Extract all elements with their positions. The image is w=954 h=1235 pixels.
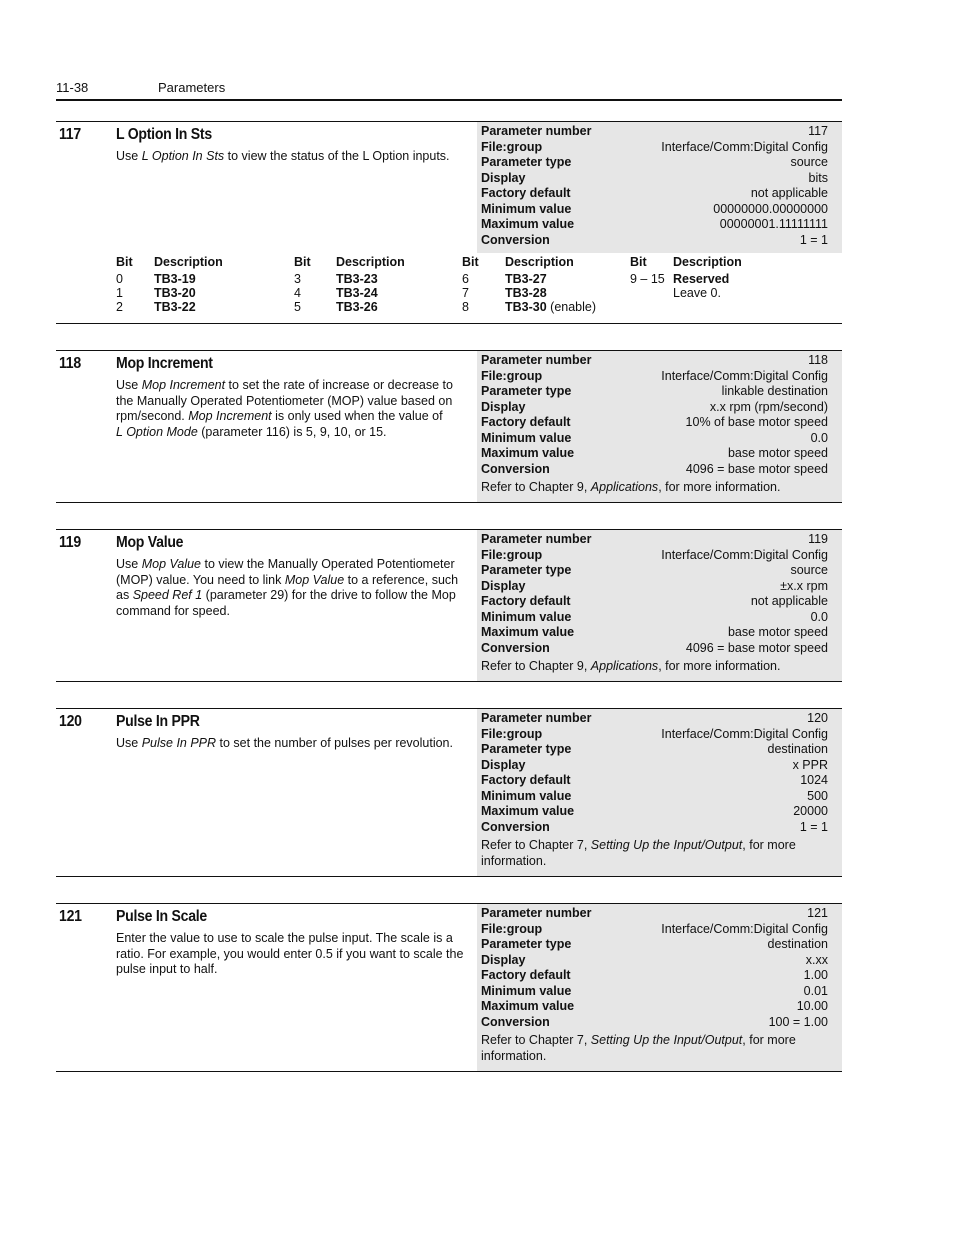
param-info-box: Parameter number 119 File:group Interface/Comm:Digital Config Parameter type source Display ±x.x rpm Factory default not applicable Minimum value 0.0 Maximum value base motor speed Conversion 4096 = base motor speed Refer to Chapter 9, Applications, for more information.: [477, 530, 842, 681]
param-description: Use Mop Value to view the Manually Operated Potentiometer (MOP) value. You need to link Mop Value to a reference, such as Speed Ref 1 (parameter 29) for the drive to follow the Mop command for speed.: [116, 557, 459, 618]
param-info-box: Parameter number 117 File:group Interface/Comm:Digital Config Parameter type source Display bits Factory default not applicable Minimum value 00000000.00000000 Maximum value 00000001.11111111 Conversion 1 = 1: [477, 122, 842, 253]
bit-row: 6 TB3-27: [462, 272, 547, 286]
bit-column: Bit Description 9 – 15 Reserved Leave 0.: [630, 255, 742, 301]
param-info-box: Parameter number 118 File:group Interface/Comm:Digital Config Parameter type linkable destination Display x.x rpm (rpm/second) Factory default 10% of base motor speed Minimum value 0.0 Maximum value base motor speed Conversion 4096 = base motor speed Refer to Chapter 9, Applications, for more information.: [477, 351, 842, 502]
param-name: Mop Value: [116, 534, 184, 551]
bit-row: 0 TB3-19: [116, 272, 196, 286]
param-name: Pulse In PPR: [116, 713, 200, 730]
param-name: L Option In Sts: [116, 126, 212, 143]
param-number: 119: [59, 534, 81, 551]
parameter-120: [56, 708, 842, 877]
param-name: Pulse In Scale: [116, 908, 208, 925]
bit-row: Leave 0.: [673, 286, 721, 301]
bit-column: Bit Description 0 TB3-19 1 TB3-20 2 TB3-22: [116, 255, 223, 315]
bit-row: 3 TB3-23: [294, 272, 378, 286]
bit-column: Bit Description 3 TB3-23 4 TB3-24 5 TB3-26: [294, 255, 405, 315]
param-description: Use Pulse In PPR to set the number of pulses per revolution.: [116, 736, 453, 750]
param-number: 120: [59, 713, 82, 730]
section-title: Parameters: [158, 80, 226, 95]
bit-column: Bit Description 6 TB3-27 7 TB3-28 8 TB3-30 (enable): [462, 255, 597, 315]
info-note: Refer to Chapter 9, Applications, for more information.: [481, 659, 781, 673]
param-info-box: Parameter number 121 File:group Interface/Comm:Digital Config Parameter type destination Display x.xx Factory default 1.00 Minimum value 0.01 Maximum value 10.00 Conversion 100 = 1.00 Refer to Chapter 7, Setting Up the Input/Output, for more information.: [477, 904, 842, 1071]
param-number: 117: [59, 126, 81, 143]
bit-row: 1 TB3-20: [116, 286, 196, 301]
bit-row: 5 TB3-26: [294, 300, 378, 315]
info-note: Refer to Chapter 9, Applications, for more information.: [481, 480, 781, 494]
bit-row: 8 TB3-30 (enable): [462, 300, 597, 315]
parameter-117: [56, 121, 842, 324]
bit-row: 2 TB3-22: [116, 300, 196, 315]
parameter-119: [56, 529, 842, 682]
param-number: 118: [59, 355, 81, 372]
param-number: 121: [59, 908, 82, 925]
info-note: Refer to Chapter 7, Setting Up the Input/Output, for more information.: [481, 1033, 796, 1063]
parameter-121: [56, 903, 842, 1072]
param-description: Use Mop Increment to set the rate of increase or decrease to the Manually Operated Potentiometer (MOP) value based on rpm/second. Mop Increment is only used when the value of L Option Mode (parameter 116) is 5, 9, 10, or 15.: [116, 378, 453, 439]
page-header: [56, 80, 842, 101]
param-info-box: Parameter number 120 File:group Interface/Comm:Digital Config Parameter type destination Display x PPR Factory default 1024 Minimum value 500 Maximum value 20000 Conversion 1 = 1 Refer to Chapter 7, Setting Up the Input/Output, for more information.: [477, 709, 842, 876]
param-description: Use L Option In Sts to view the status of the L Option inputs.: [116, 149, 450, 163]
parameter-118: [56, 350, 842, 503]
bit-row: 7 TB3-28: [462, 286, 547, 301]
param-name: Mop Increment: [116, 355, 213, 372]
bit-row: 9 – 15 Reserved: [630, 272, 730, 286]
bit-row: 4 TB3-24: [294, 286, 378, 301]
page-number: 11-38: [56, 80, 89, 95]
info-note: Refer to Chapter 7, Setting Up the Input/Output, for more information.: [481, 838, 796, 868]
param-description: Enter the value to use to scale the pulse input. The scale is a ratio. For example, you would enter 0.5 if you want to scale the pulse input to half.: [116, 931, 464, 976]
